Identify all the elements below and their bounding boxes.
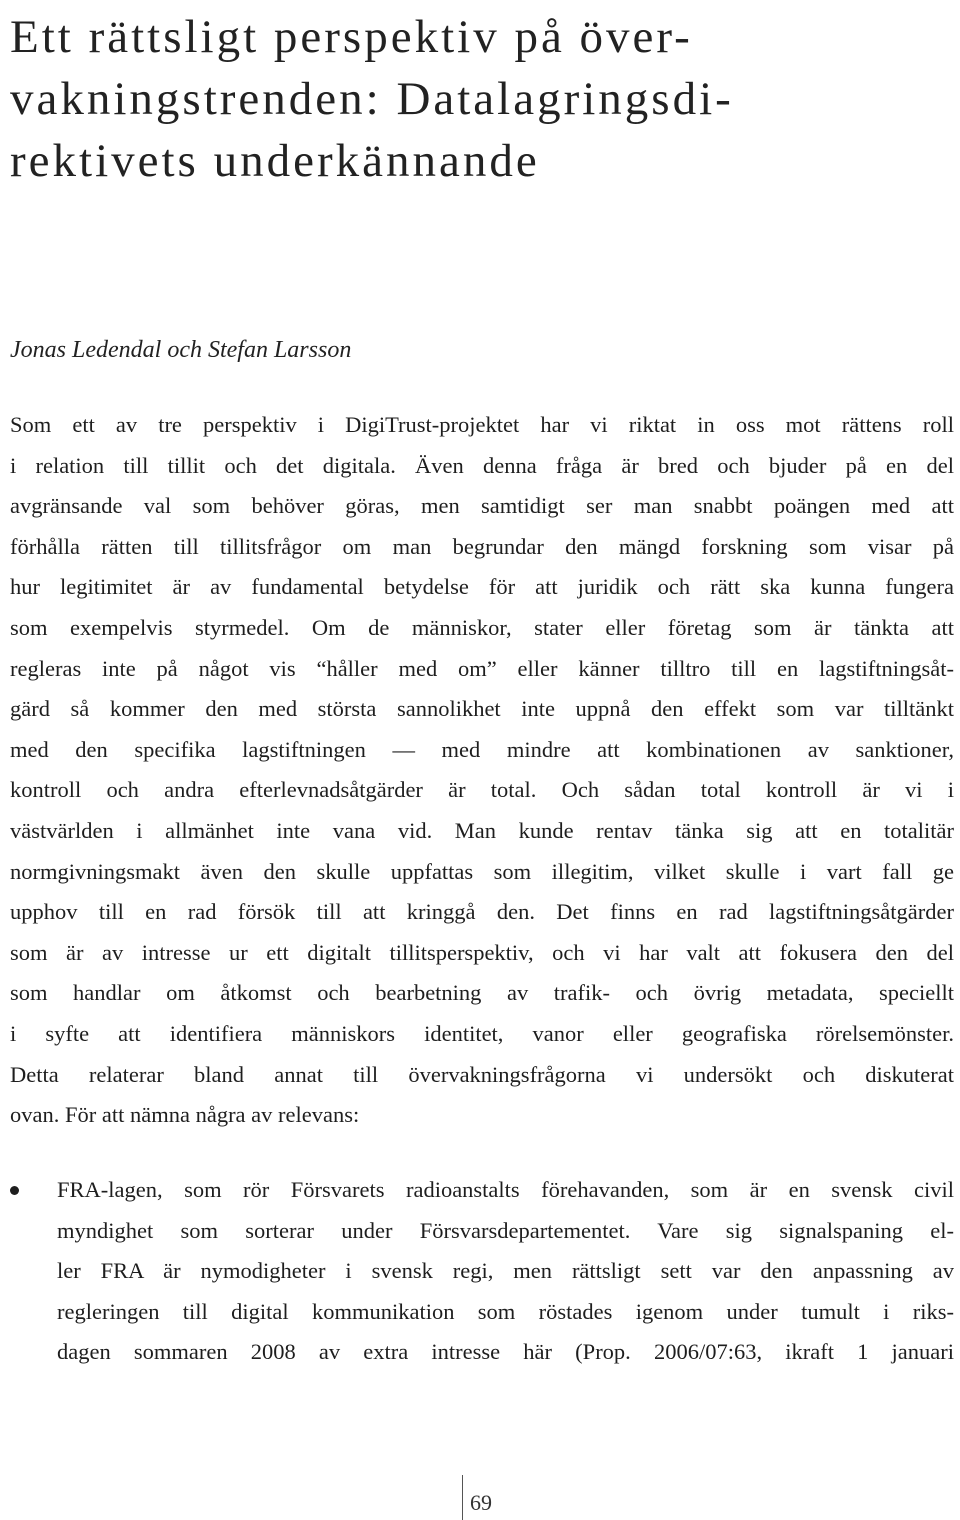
body-line: som exempelvis styrmedel. Om de människor, stater eller företag som är tänkta att [10,614,954,640]
body-line: Som ett av tre perspektiv i DigiTrust-projektet har vi riktat in oss mot rättens roll [10,412,954,437]
body-line: ovan. För att nämna några av relevans: [10,1102,360,1128]
body-line: normgivningsmakt även den skulle uppfattas som illegitim, vilket skulle i vart fall ge [10,858,954,884]
body-line: förhålla rätten till tillitsfrågor om man begrundar den mängd forskning som visar på [10,533,954,559]
body-line: västvärlden i allmänhet inte vana vid. Man kunde rentav tänka sig att en totalitär [10,817,954,843]
body-line: som handlar om åtkomst och bearbetning av trafik- och övrig metadata, speciellt [10,980,954,1006]
body-paragraph [10,405,954,1136]
body-line: kontroll och andra efterlevnadsåtgärder är total. Och sådan total kontroll är vi i [10,777,954,803]
page-number-divider [462,1475,463,1520]
body-line: som är av intresse ur ett digitalt tillitsperspektiv, och vi har valt att fokusera den del [10,939,954,965]
body-line: Detta relaterar bland annat till övervakningsfrågorna vi undersökt och diskuterat [10,1061,954,1087]
body-line: med den specifika lagstiftningen — med mindre att kombinationen av sanktioner, [10,736,954,762]
bullet-line: FRA-lagen, som rör Försvarets radioanstalts förehavanden, som är en svensk civil [57,1177,954,1202]
body-line: hur legitimitet är av fundamental betydelse för att juridik och rätt ska kunna fungera [10,574,954,600]
bullet-line: dagen sommaren 2008 av extra intresse här (Prop. 2006/07:63, ikraft 1 januari [57,1339,954,1365]
bullet-icon [10,1186,19,1195]
body-line: avgränsande val som behöver göras, men samtidigt ser man snabbt poängen med att [10,493,954,519]
body-line: regleras inte på något vis “håller med om” eller känner tilltro till en lagstiftningsåt- [10,655,954,681]
bullet-line: regleringen till digital kommunikation som röstades igenom under tumult i riks- [57,1298,954,1324]
body-line: gärd så kommer den med största sannolikhet inte uppnå den effekt som var tilltänkt [10,696,954,722]
bullet-line: myndighet som sorterar under Försvarsdepartementet. Vare sig signalspaning el- [57,1217,954,1243]
page-number: 69 [470,1490,492,1515]
authors-byline: Jonas Ledendal och Stefan Larsson [10,337,352,363]
body-line: i relation till tillit och det digitala. Även denna fråga är bred och bjuder på en del [10,452,954,478]
bullet-text [57,1170,954,1373]
chapter-title-line: rektivets underkännande [10,135,540,187]
body-line: i syfte att identifiera människors identitet, vanor eller geografiska rörelsemönster. [10,1020,954,1046]
chapter-title-line: vakningstrenden: Datalagringsdi- [10,73,734,125]
body-line: upphov till en rad försök till att kringgå den. Det finns en rad lagstiftningsåtgärder [10,899,954,925]
bullet-line: ler FRA är nymodigheter i svensk regi, men rättsligt sett var den anpassning av [57,1258,954,1284]
chapter-title-line: Ett rättsligt perspektiv på över- [10,11,693,63]
chapter-title [10,6,930,192]
